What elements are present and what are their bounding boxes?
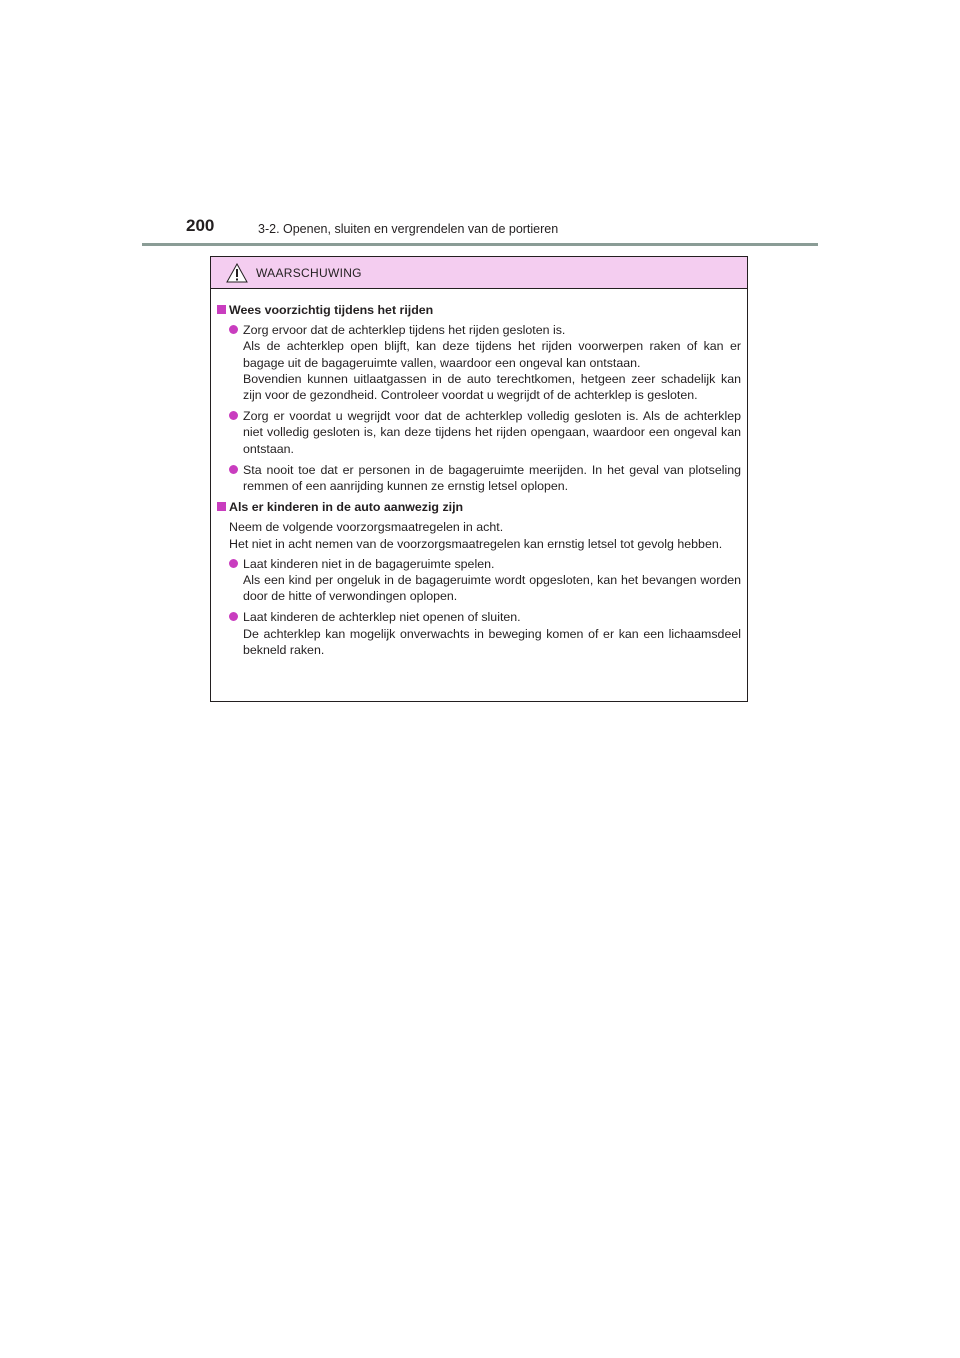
- bullet-line: Als een kind per ongeluk in de bagageruimte wordt opgesloten, kan het bevangen worden door de hitte of verwondingen oplopen.: [243, 573, 741, 604]
- bullet-line: Laat kinderen niet in de bagageruimte spelen.: [243, 556, 495, 571]
- section-heading: Als er kinderen in de auto aanwezig zijn: [229, 500, 464, 515]
- warning-box: [210, 256, 748, 702]
- section-intro: [229, 519, 741, 551]
- round-bullet-icon: [229, 612, 238, 621]
- bullet-item: [229, 462, 741, 494]
- bullet-item: [229, 556, 741, 605]
- bullet-line: Als de achterklep open blijft, kan deze tijdens het rijden voorwerpen raken of kan er bagage uit de bagageruimte vallen, waardoor een ongeval kan ontstaan.: [243, 339, 741, 370]
- square-bullet-icon: [217, 502, 226, 511]
- bullet-line: Laat kinderen de achterklep niet openen of sluiten.: [243, 610, 521, 625]
- section-title: 3-2. Openen, sluiten en vergrendelen van de portieren: [258, 222, 559, 236]
- warning-title: WAARSCHUWING: [256, 266, 362, 280]
- round-bullet-icon: [229, 465, 238, 474]
- section-driving: [217, 302, 741, 494]
- bullet-item: [229, 322, 741, 403]
- bullet-item: [229, 408, 741, 457]
- bullet-line: Bovendien kunnen uitlaatgassen in de auto terechtkomen, hetgeen zeer schadelijk kan zijn voor de gezondheid. Controleer voordat u wegrijdt of de achterklep is gesloten.: [243, 371, 741, 403]
- bullet-line: Zorg er voordat u wegrijdt voor dat de achterklep volledig gesloten is. Als de achterklep niet volledig gesloten is, kan deze tijdens het rijden opengaan, waardoor een ongeval kan ontstaan.: [243, 409, 741, 456]
- round-bullet-icon: [229, 411, 238, 420]
- bullet-line: De achterklep kan mogelijk onverwachts in beweging komen of er kan een lichaamsdeel bekneld raken.: [243, 626, 741, 657]
- bullet-line: Sta nooit toe dat er personen in de bagageruimte meerijden. In het geval van plotseling remmen of een aanrijding kunnen ze ernstig letsel oplopen.: [243, 462, 741, 494]
- section-heading: Wees voorzichtig tijdens het rijden: [229, 303, 434, 317]
- round-bullet-icon: [229, 559, 238, 568]
- page-number: 200: [186, 216, 215, 235]
- warning-header: [211, 257, 747, 289]
- round-bullet-icon: [229, 325, 238, 334]
- bullet-item: [229, 609, 741, 658]
- bullet-line: Zorg ervoor dat de achterklep tijdens het rijden gesloten is.: [243, 323, 566, 338]
- square-bullet-icon: [217, 305, 226, 314]
- warning-triangle-icon: [226, 263, 248, 283]
- header-divider: [142, 243, 818, 246]
- warning-body: [211, 289, 747, 658]
- intro-line: Neem de volgende voorzorgsmaatregelen in acht.: [229, 520, 504, 535]
- intro-line: Het niet in acht nemen van de voorzorgsmaatregelen kan ernstig letsel tot gevolg hebben.: [229, 536, 723, 551]
- section-children: [217, 499, 741, 658]
